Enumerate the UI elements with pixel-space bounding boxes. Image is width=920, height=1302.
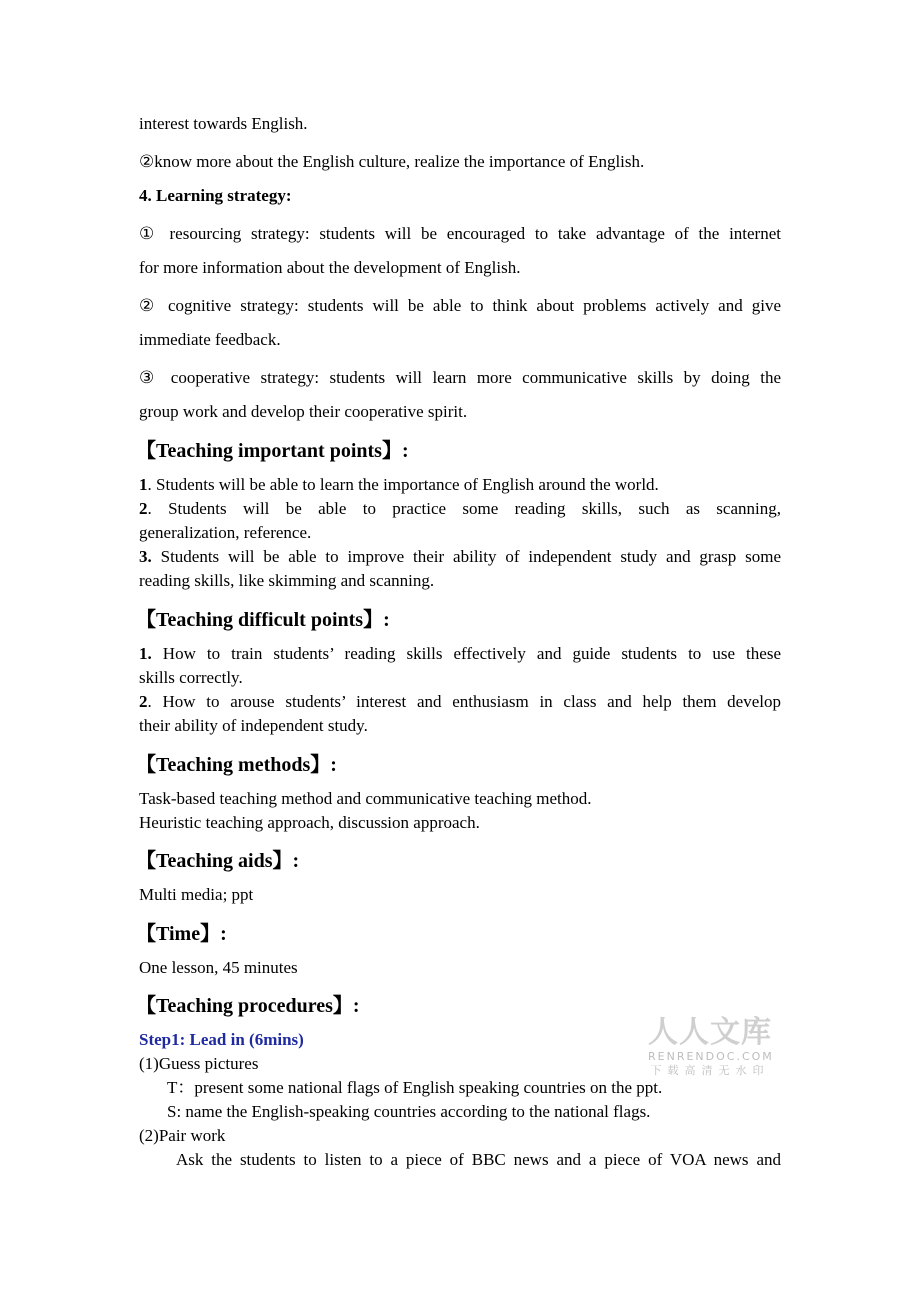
important-point-3-text: Students will be able to improve their ability of independent study and grasp some	[151, 547, 781, 566]
important-point-2-text: . Students will be able to practice some reading skills, such as scanning,	[147, 499, 781, 518]
important-point-3-number: 3.	[139, 547, 152, 566]
teacher-line: T：present some national flags of English speaking countries on the ppt.	[167, 1078, 663, 1097]
student-line: S: name the English-speaking countries according to the national flags.	[167, 1102, 651, 1121]
objective-tail: interest towards English.	[139, 114, 308, 133]
difficult-points-heading: 【Teaching difficult points】:	[136, 609, 390, 631]
watermark-title: 人人文库	[648, 1015, 772, 1050]
difficult-point-1-line-1	[139, 642, 781, 666]
difficult-point-1-line-2: skills correctly.	[139, 668, 243, 687]
important-point-3-line-1	[139, 545, 781, 569]
strategy-1-line-2: for more information about the development of English.	[139, 258, 521, 277]
important-point-1-text: . Students will be able to learn the importance of English around the world.	[147, 475, 659, 494]
learning-strategy-title: 4. Learning strategy:	[139, 186, 292, 205]
aids-heading: 【Teaching aids】:	[136, 850, 300, 872]
watermark-slogan: 下载高清无水印	[650, 1064, 770, 1077]
methods-heading: 【Teaching methods】:	[136, 754, 337, 776]
pair-work: (2)Pair work	[139, 1126, 226, 1145]
important-point-2-line-1	[139, 497, 781, 521]
strategy-2-line-1: ② cognitive strategy: students will be able to think about problems actively and give	[139, 296, 781, 315]
time-line-1: One lesson, 45 minutes	[139, 958, 298, 977]
difficult-point-2-line-1	[139, 690, 781, 714]
strategy-3-line-1: ③ cooperative strategy: students will learn more communicative skills by doing the	[139, 368, 781, 387]
difficult-point-2-text: . How to arouse students’ interest and enthusiasm in class and help them develop	[147, 692, 781, 711]
strategy-1-line-1: ① resourcing strategy: students will be encouraged to take advantage of the internet	[139, 224, 781, 243]
procedures-heading: 【Teaching procedures】:	[136, 995, 360, 1017]
time-heading: 【Time】:	[136, 923, 227, 945]
ask-students-line: Ask the students to listen to a piece of BBC news and a piece of VOA news and	[176, 1150, 781, 1169]
important-point-3-line-2: reading skills, like skimming and scanning.	[139, 571, 435, 590]
watermark-logo	[648, 1016, 772, 1078]
difficult-point-1-number: 1.	[139, 644, 152, 663]
important-point-2-number: 2	[139, 499, 148, 518]
objective-2: ②know more about the English culture, realize the importance of English.	[139, 152, 645, 171]
methods-line-2: Heuristic teaching approach, discussion approach.	[139, 813, 480, 832]
important-point-1-number: 1	[139, 475, 148, 494]
aids-line-1: Multi media; ppt	[139, 885, 254, 904]
guess-pictures: (1)Guess pictures	[139, 1054, 259, 1073]
difficult-point-2-number: 2	[139, 692, 148, 711]
difficult-point-1-text: How to train students’ reading skills effectively and guide students to use these	[151, 644, 781, 663]
important-point-2-line-2: generalization, reference.	[139, 523, 312, 542]
watermark-domain: RENRENDOC.COM	[648, 1050, 774, 1063]
step1-heading: Step1: Lead in (6mins)	[139, 1030, 304, 1049]
important-points-heading: 【Teaching important points】:	[136, 440, 409, 462]
important-point-1	[139, 473, 781, 497]
strategy-3-line-2: group work and develop their cooperative spirit.	[139, 402, 468, 421]
methods-line-1: Task-based teaching method and communicative teaching method.	[139, 789, 592, 808]
strategy-2-line-2: immediate feedback.	[139, 330, 281, 349]
difficult-point-2-line-2: their ability of independent study.	[139, 716, 368, 735]
